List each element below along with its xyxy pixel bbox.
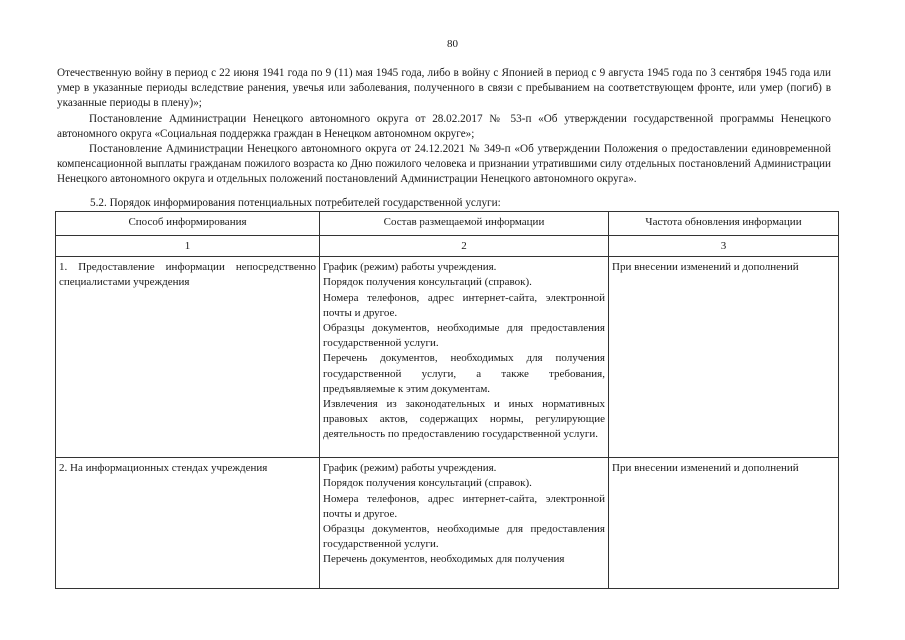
content-item: График (режим) работы учреждения. xyxy=(323,261,497,274)
column-number-row xyxy=(56,236,839,257)
column-number: 3 xyxy=(609,236,839,257)
content-item: Образцы документов, необходимые для предоставления государственной услуги. xyxy=(323,322,605,350)
table-row xyxy=(56,458,839,589)
paragraph: Постановление Администрации Ненецкого автономного округа от 28.02.2017 № 53-п «Об утверждении государственной программы Ненецкого автономного округа «Социальная поддержка граждан в Ненецком автономном округе»; xyxy=(57,112,831,140)
column-number: 1 xyxy=(56,236,320,257)
content-item: Порядок получения консультаций (справок). xyxy=(323,477,532,490)
table-header-row xyxy=(56,212,839,236)
column-number: 2 xyxy=(320,236,609,257)
content-item: Перечень документов, необходимых для получения xyxy=(323,553,565,566)
frequency-cell xyxy=(609,458,839,589)
method-cell xyxy=(56,458,320,589)
content-cell xyxy=(320,458,609,589)
column-header: Частота обновления информации xyxy=(609,212,839,236)
content-item: Перечень документов, необходимых для получения государственной услуги, а также требования, предъявляемые к этим документам. xyxy=(323,352,605,395)
content-cell xyxy=(320,257,609,458)
method-cell xyxy=(56,257,320,458)
frequency-text: При внесении изменений и дополнений xyxy=(612,261,799,274)
content-item: Порядок получения консультаций (справок). xyxy=(323,276,532,289)
paragraph: Отечественную войну в период с 22 июня 1941 года по 9 (11) мая 1945 года, либо в войну с Японией в период с 9 августа 1945 года по 3 сентября 1945 года или умер в указанные периоды вследствие ранения, увечья или заболевания, полученного в связи с пребыванием на соответствующем фронте, или умер (погиб) в указанные периоды в плену)»; xyxy=(57,67,831,110)
frequency-text: При внесении изменений и дополнений xyxy=(612,462,799,475)
information-table xyxy=(55,211,839,589)
page-number: 80 xyxy=(447,38,458,50)
column-header: Способ информирования xyxy=(56,212,320,236)
table-row xyxy=(56,257,839,458)
method-text: 1. Предоставление информации непосредственно специалистами учреждения xyxy=(59,261,316,289)
content-item: Извлечения из законодательных и иных нормативных правовых актов, содержащих нормы, регулирующие деятельность по предоставлению государственной услуги. xyxy=(323,398,605,441)
column-header: Состав размещаемой информации xyxy=(320,212,609,236)
method-text: 2. На информационных стендах учреждения xyxy=(59,462,268,475)
content-item: Номера телефонов, адрес интернет-сайта, электронной почты и другое. xyxy=(323,492,605,520)
section-heading: 5.2. Порядок информирования потенциальных потребителей государственной услуги: xyxy=(90,197,501,209)
paragraph: Постановление Администрации Ненецкого автономного округа от 24.12.2021 № 349-п «Об утверждении Положения о предоставлении единовременной компенсационной выплаты гражданам пожилого возраста ко Дню пожилого человека и признании утратившими силу отдельных постановлений Администрации Ненецкого автономного округа и отдельных положений постановлений Администрации Ненецкого автономного округа». xyxy=(57,143,831,186)
frequency-cell xyxy=(609,257,839,458)
body-text xyxy=(57,66,831,188)
content-item: Образцы документов, необходимые для предоставления государственной услуги. xyxy=(323,523,605,551)
content-item: График (режим) работы учреждения. xyxy=(323,462,497,475)
content-item: Номера телефонов, адрес интернет-сайта, электронной почты и другое. xyxy=(323,291,605,319)
